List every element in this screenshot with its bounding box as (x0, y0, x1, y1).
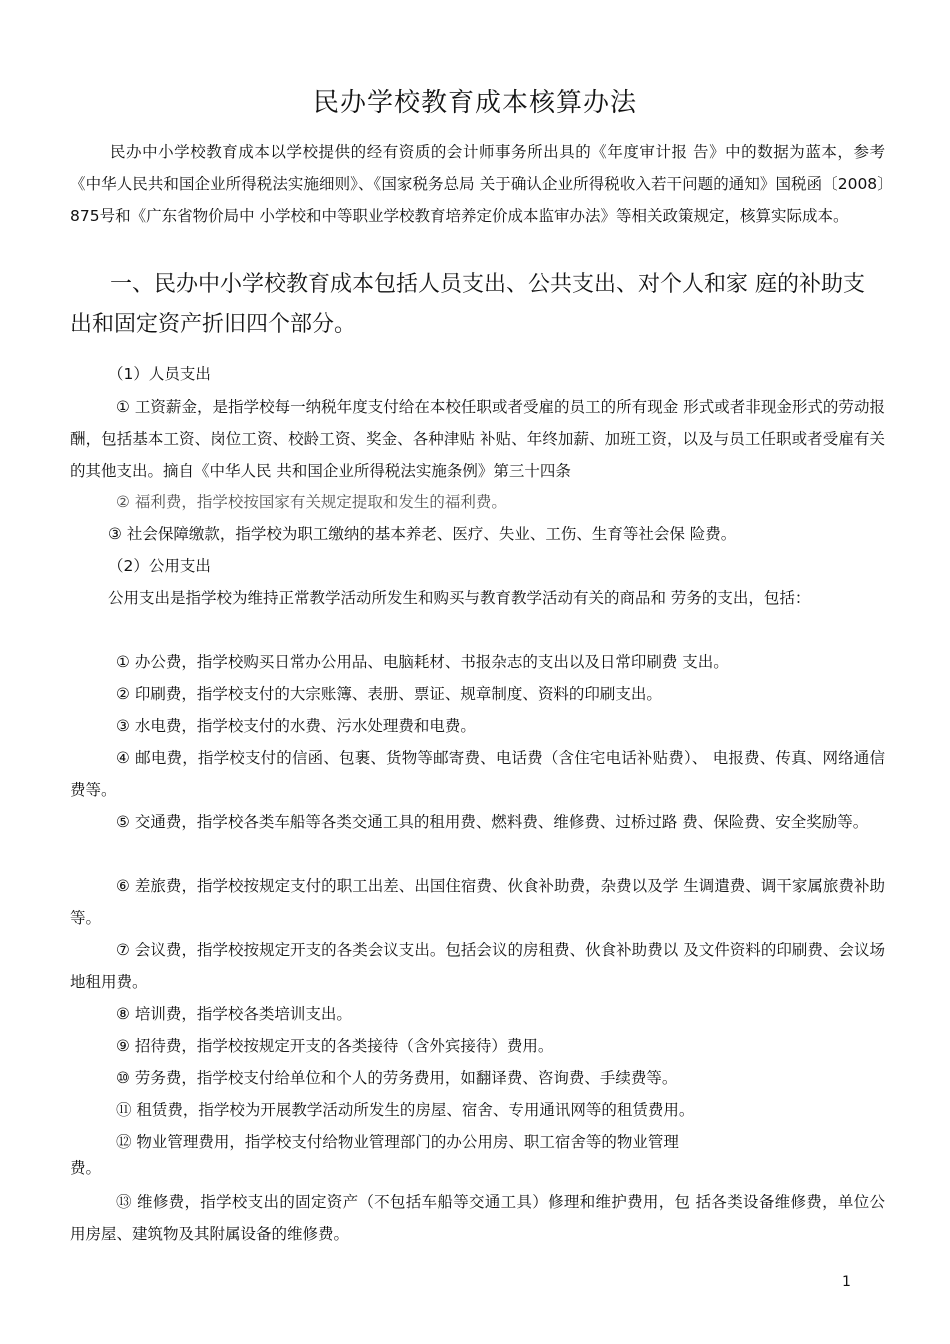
item-social-security: ③ 社会保障缴款，指学校为职工缴纳的基本养老、医疗、失业、工伤、生育等社会保 险费。 (108, 525, 737, 543)
item-postal: ④ 邮电费，指学校支付的信函、包裹、货物等邮寄费、电话费（含住宅电话补贴费）、 电报费、传真、网络通信费等。 (70, 749, 885, 799)
item-property-mgmt: ⑫ 物业管理费用，指学校支付给物业管理部门的办公用房、职工宿舍等的物业管理 (116, 1133, 679, 1151)
item-labor: ⑩ 劳务费，指学校支付给单位和个人的劳务费用，如翻译费、咨询费、手续费等。 (116, 1069, 678, 1087)
item-travel: ⑥ 差旅费，指学校按规定支付的职工出差、出国住宿费、伙食补助费，杂费以及学 生调遣费、调干家属旅费补助等。 (70, 877, 885, 927)
section-heading-1: 一、民办中小学校教育成本包括人员支出、公共支出、对个人和家 庭的补助支出和固定资产折旧四个部分。 (70, 272, 865, 337)
page-number: 1 (842, 1274, 851, 1290)
document-title: 民办学校教育成本核算办法 (312, 88, 637, 118)
subsection-heading-personnel: （1）人员支出 (108, 365, 211, 383)
item-wages: ① 工资薪金，是指学校每一纳税年度支付给在本校任职或者受雇的员工的所有现金 形式或者非现金形式的劳动报酬，包括基本工资、岗位工资、校龄工资、奖金、各种津贴 补贴、年终加薪、加班工资，以及与员工任职或者受雇有关的其他支出。摘自《中华人民 共和国企业所得税法实施条例》第三十四条 (70, 398, 885, 480)
item-utilities: ③ 水电费，指学校支付的水费、污水处理费和电费。 (116, 717, 476, 735)
item-office: ① 办公费，指学校购买日常办公用品、电脑耗材、书报杂志的支出以及日常印刷费 支出。 (116, 653, 729, 671)
item-maintenance: ⑬ 维修费，指学校支出的固定资产（不包括车船等交通工具）修理和维护费用，包 括各类设备维修费，单位公用房屋、建筑物及其附属设备的维修费。 (70, 1193, 885, 1243)
intro-paragraph: 民办中小学校教育成本以学校提供的经有资质的会计师事务所出具的《年度审计报 告》中的数据为蓝本，参考《中华人民共和国企业所得税法实施细则》、《国家税务总局 关于确认企业所得税收入若干问题的通知》国税函〔2008〕875号和《广东省物价局中 小学校和中等职业学校教育培养定价成本监审办法》等相关政策规定，核算实际成本。 (70, 143, 885, 225)
item-printing: ② 印刷费，指学校支付的大宗账簿、表册、票证、规章制度、资料的印刷支出。 (116, 685, 662, 703)
item-welfare: ② 福利费，指学校按国家有关规定提取和发生的福利费。 (116, 493, 507, 511)
item-property-mgmt-cont: 费。 (70, 1159, 102, 1177)
item-transport: ⑤ 交通费，指学校各类车船等各类交通工具的租用费、燃料费、维修费、过桥过路 费、保险费、安全奖励等。 (116, 813, 869, 831)
subsection-heading-public: （2）公用支出 (108, 557, 211, 575)
item-hospitality: ⑨ 招待费，指学校按规定开支的各类接待（含外宾接待）费用。 (116, 1037, 554, 1055)
item-training: ⑧ 培训费，指学校各类培训支出。 (116, 1005, 352, 1023)
item-meetings: ⑦ 会议费，指学校按规定开支的各类会议支出。包括会议的房租费、伙食补助费以 及文件资料的印刷费、会议场地租用费。 (70, 941, 885, 991)
public-expenses-intro: 公用支出是指学校为维持正常教学活动所发生和购买与教育教学活动有关的商品和 劳务的支出，包括： (108, 589, 811, 607)
item-rental: ⑪ 租赁费，指学校为开展教学活动所发生的房屋、宿舍、专用通讯网等的租赁费用。 (116, 1101, 695, 1119)
